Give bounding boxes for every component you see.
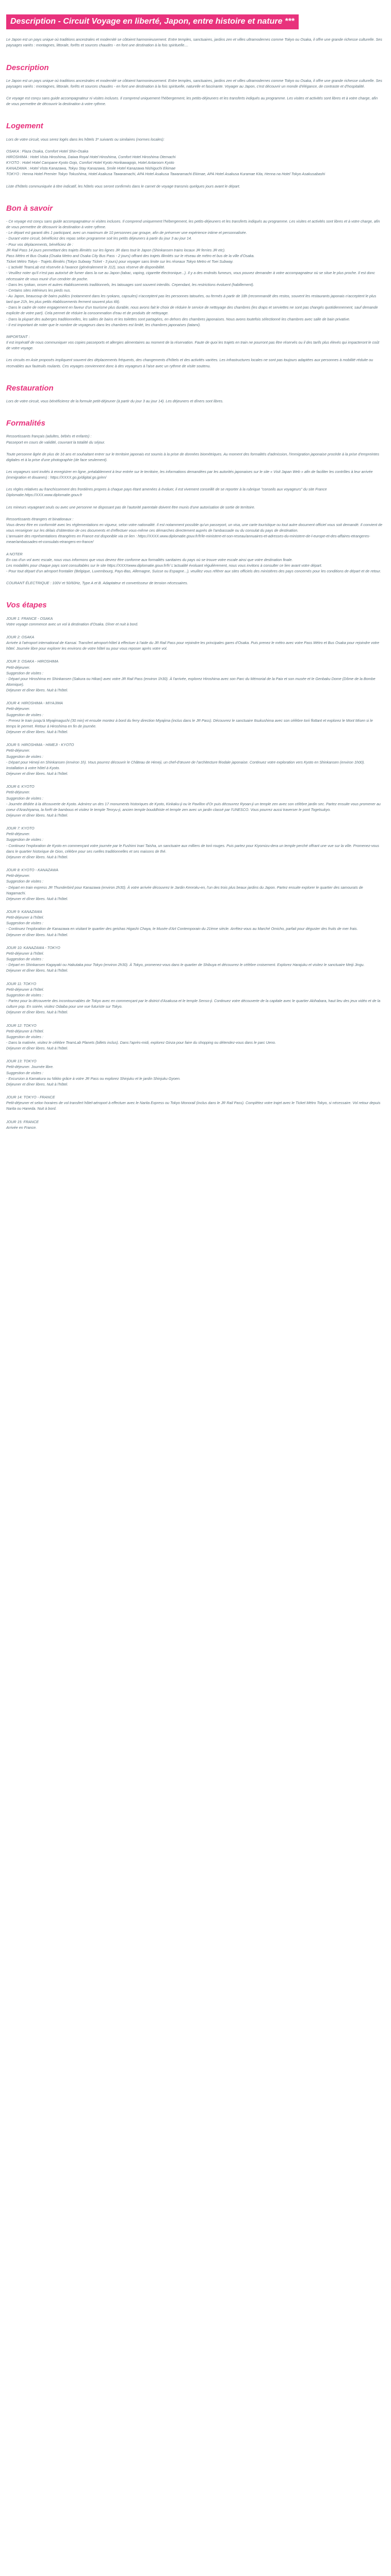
paragraph: Ce voyage est conçu sans guide accompagnateur ni visites incluses. Il comprend uniquement l'hébergement, les petits-déjeuners et les transferts indiqués au programme. Les visites et activités sont libres et à votre charge, afin de vous permettre de découvrir la destination à votre rythme. xyxy=(6,96,378,107)
section-description xyxy=(6,62,383,107)
itinerary-day xyxy=(6,1023,383,1052)
itinerary-day xyxy=(6,634,383,651)
day-heading: JOUR 10: KANAZAWA - TOKYO xyxy=(6,945,60,950)
day-line: Suggestion de visites : xyxy=(6,957,43,962)
day-line: - Partez pour la découverte des incontournables de Tokyo avec en commençant par le district d'Asakusa et le temple Senso-ji. Continuez votre découverte de la capitale avec le quartier Akihabara, haut lieu des jeux vidéo et de la culture pop. En soirée, visitez Odaiba pour une vue futuriste sur Tokyo. xyxy=(6,998,381,1009)
itinerary-day xyxy=(6,1058,383,1087)
itinerary-day xyxy=(6,1094,383,1111)
day-heading: JOUR 7: KYOTO xyxy=(6,826,35,831)
day-line: Votre voyage commence avec un vol à destination d'Osaka. Dîner et nuit à bord. xyxy=(6,621,139,626)
day-line: - Dans la matinée, visitez le célèbre TeamLab Planets (billets inclus). Dans l'après-midi, explorez Ginza pour faire du shopping ou détendez-vous dans le parc Ueno. xyxy=(6,1040,276,1045)
day-line: Déjeuner et dîner libres. Nuit à l'hôtel. xyxy=(6,1046,69,1051)
day-line: Petit-déjeuner à l'hôtel. xyxy=(6,915,44,920)
day-line: - Prenez le train jusqu'à Miyajimaguchi (30 min) et ensuite montez à bord du ferry direction Miyajima (inclus dans le JR Pass). Découvrez le sanctuaire Itsukushima avec son célèbre torii flottant et explorez le Mont Misen si le temps le permet. Retour à Hiroshima en fin de journée. xyxy=(6,718,373,728)
day-line: Petit-déjeuner. xyxy=(6,748,30,753)
itinerary-day xyxy=(6,825,383,860)
page-title: Description - Circuit Voyage en liberté, Japon, entre histoire et nature *** xyxy=(6,14,299,29)
day-line: Petit-déjeuner. xyxy=(6,665,30,670)
day-heading: JOUR 1: FRANCE - OSAKA xyxy=(6,616,53,621)
day-line: Suggestion de visites : xyxy=(6,1034,43,1039)
day-line: Petit-déjeuner. xyxy=(6,706,30,711)
day-line: Petit-déjeuner. xyxy=(6,832,30,837)
day-line: Petit-déjeuner à l'hôtel. xyxy=(6,951,44,956)
section-title: Description xyxy=(6,63,49,72)
section-restauration xyxy=(6,382,383,404)
day-heading: JOUR 5: HIROSHIMA - HIMEJI - KYOTO xyxy=(6,742,74,748)
itinerary-day xyxy=(6,867,383,902)
itinerary-day xyxy=(6,981,383,1015)
section-logement xyxy=(6,120,383,189)
day-line: - Excursion à Kamakura ou Nikko grâce à votre JR Pass ou explorez Shinjuku et le jardin Shinjuku Gyoen. xyxy=(6,1076,181,1081)
section-title: Bon à savoir xyxy=(6,204,53,213)
day-line: Suggestion de visites : xyxy=(6,795,43,801)
day-line: Déjeuner et dîner libres. Nuit à l'hôtel. xyxy=(6,968,69,973)
intro-paragraph: Le Japon est un pays unique où traditions ancestrales et modernité se côtoient harmonieusement. Entre temples, sanctuaires, jardins zen et villes ultramodernes comme Tokyo ou Osaka, il offre une grande richesse culturelle. Ses paysages variés : montagnes, littorale, forêts et sources chaudes - en font une destination à la fois spirituelle.... xyxy=(6,37,382,48)
paragraph: Liste d'hôtels communiquée à titre indicatif, les hôtels vous seront confirmés dans le carnet de voyage transmis quelques jours avant le départ. xyxy=(6,183,240,189)
day-line: - Journée dédiée à la découverte de Kyoto. Admirez un des 17 monuments historiques de Kyoto, Kinkaku-ji ou le Pavillon d'Or puis découvrez Ryoan-ji un temple zen avec son célèbre jardin sec. Partez ensuite vous promener au coeur d'Arashiyama, la forêt de bambous et visitez le temple Tenryu-ji, ancien temple bouddhiste et temple zen avec un jardin classé par l'UNESCO. Vous pourrez aussi traverser le pont Togetsukyo. xyxy=(6,801,381,812)
day-line: Déjeuner et dîner libres. Nuit à l'hôtel. xyxy=(6,896,69,901)
paragraph: Les règles relatives au franchissement des frontières propres à chaque pays étant amenées à évoluer, il est vivement conseillé de se reporter à la rubrique "conseils aux voyageurs" du site France Diplomatie.https://XXX.www.diplomatie.gouv.fr xyxy=(6,487,327,498)
day-line: Suggestion de visites : xyxy=(6,879,43,884)
day-heading: JOUR 9: KANAZAWA xyxy=(6,909,42,914)
itinerary-day xyxy=(6,909,383,938)
paragraph: Ressortissants étrangers et binationaux : Vous devez être en conformité avec les réglementations en vigueur, selon votre nationalité. Il est notamment possible qu'un passeport, un visa, une carte touristique ou tout autre document officiel vous soit demandé. Il convient de vous renseigner sur les délais d'obtention de ces documents et d'effectuer vous-même ces démarches directement auprès de l'ambassade ou du consulat du pays de destination. L'annuaire des représentations étrangères en France est disponible via ce lien : https://XXXX.www.diplomatie.gouv.fr/fr/le-ministere-et-son-reseau/annuaires-et-adresses-du-ministere-de-l-europe-et-des-affaires-etrangeres-meae/ambassades-et-consulats-etrangers-en-france/ xyxy=(6,516,383,545)
day-line: - Départ pour Hiroshima en Shinkansen (Sakura ou Hikari) avec votre JR Rail Pass (environ 1h30). À l'arrivée, explorez Hiroshima avec son Parc du Mémorial de la Paix et son musée et le Genbaku Dome (Dôme de la Bombe Atomique). xyxy=(6,676,376,687)
day-line: Suggestion de visites : xyxy=(6,754,43,759)
itinerary xyxy=(6,616,383,1130)
day-line: Arrivée à l'aéroport international de Kansai. Transfert aéroport-hôtel à effectuer à l'aide du JR Rail Pass pour rejoindre les principales gares d'Osaka. Puis prenez le métro avec votre Pass Métro et Bus Osaka pour rejoindre votre hôtel. Journée libre pour explorer les environs de votre hôtel ou pour vous reposer après votre vol. xyxy=(6,640,380,651)
day-heading: JOUR 8: KYOTO - KANAZAWA xyxy=(6,868,59,873)
day-line: - Départ pour Himeji en Shinkansen (environ 1h). Vous pourrez découvrir le Château de Himeji, un chef-d'œuvre de l'architecture féodale japonaise. Continuez votre exploration vers Kyoto en Shinkansen (environ 1h00). Installation à votre hôtel à Kyoto. xyxy=(6,759,365,770)
day-heading: JOUR 13: TOKYO xyxy=(6,1059,37,1064)
itinerary-day xyxy=(6,742,383,776)
section-title: Logement xyxy=(6,122,43,131)
day-line: Suggestion de visites : xyxy=(6,712,43,717)
day-line: Petit-déjeuner. xyxy=(6,790,30,795)
day-line: - Continuez l'exploration de Kyoto en commençant votre journée par le Fushimi Inari Taisha, un sanctuaire aux milliers de torii rouges. Puis partez pour Kiyomizu-dera un temple perché offrant une vue sur la ville. Promenez-vous dans le quartier historique de Gion, célèbre pour ses ruelles traditionnelles et ses maisons de thé. xyxy=(6,843,380,854)
section-bon-a-savoir xyxy=(6,202,383,369)
section-formalites xyxy=(6,417,383,586)
paragraph: Les voyageurs sont invités à enregistrer en ligne, préalablement à leur entrée sur le territoire, les informations demandées par les autorités japonaises sur le site « Visit Japan Web » afin de faciliter les contrôles à leur arrivée (immigration et douanes) : https://XXXX.go.jp/digital.go.jp/en/ xyxy=(6,469,373,480)
day-line: Déjeuner et dîner libres. Nuit à l'hôtel. xyxy=(6,1081,69,1087)
paragraph: A NOTER En cas d'un vol avec escale, nous vous informons que vous devrez être conforme aux formalités sanitaires du pays où se trouve votre escale ainsi que votre destination finale. Les modalités pour chaque pays sont consultables sur le site https://XXXXwww.diplomatie.gouv.fr/fr/ L'actualité évoluant régulièrement, nous vous invitons à consulter ce lien avant votre départ. - Pour tout départ d'un aéroport frontalier (Belgique, Luxembourg, Pays-Bas, Allemagne, Suisse ou Espagne...), veuillez vous référer aux sites officiels des ministères des pays concernés pour les conditions de départ et de retour. xyxy=(6,551,381,574)
day-line: Suggestion de visites : xyxy=(6,992,43,997)
day-line: Petit-déjeuner. xyxy=(6,873,30,878)
paragraph: Le Japon est un pays unique où traditions ancestrales et modernité se côtoient harmonieusement. Entre temples, sanctuaires, jardins zen et villes ultramodernes comme Tokyo ou Osaka, il offre une grande richesse culturelle. Ses paysages variés : montagnes, littorale, forêts et sources chaudes - en font une destination à la fois spirituelle, naturelle et fascinante. Voyager au Japon, c'est découvrir un monde d'élégance, de contraste et d'hospitalité. xyxy=(6,78,382,89)
day-heading: JOUR 3: OSAKA - HIROSHIMA xyxy=(6,659,59,664)
itinerary-day xyxy=(6,658,383,693)
day-line: Suggestion de visites : xyxy=(6,1070,43,1075)
day-line: - Départ en Shinkansen Kagayaki ou Hakutaka pour Tokyo (environ 2h30). À Tokyo, promenez-vous dans le quartier de Shibuya et découvrez le célèbre croisement. Explorez Harajuku et visitez le sanctuaire Meiji Jingu. xyxy=(6,962,365,968)
day-line: Déjeuner et dîner libres. Nuit à l'hôtel. xyxy=(6,1010,69,1015)
itinerary-day xyxy=(6,700,383,735)
day-heading: JOUR 12: TOKYO xyxy=(6,1023,37,1028)
day-line: Petit-déjeuner. Journée libre. xyxy=(6,1064,54,1070)
day-line: Déjeuner et dîner libres. Nuit à l'hôtel. xyxy=(6,730,69,735)
section-title: Restauration xyxy=(6,383,54,393)
paragraph: Lors de votre circuit, vous serez logés dans les hôtels 3* suivants ou similaires (normes locales): xyxy=(6,137,165,142)
itinerary-day xyxy=(6,616,383,627)
day-heading: JOUR 4: HIROSHIMA - MIYAJIMA xyxy=(6,701,63,706)
day-heading: JOUR 11: TOKYO xyxy=(6,981,37,986)
day-line: Petit-déjeuner à l'hôtel. xyxy=(6,987,44,992)
paragraph: Les circuits en Asie proposés impliquent souvent des déplacements fréquents, des changements d'hôtels et des activités variées. Les infrastructures locales ne sont pas toujours adaptées aux personnes à mobilité réduite ou recevables aux fauteuils roulants. Ces voyages conviennent donc à des voyageurs à l'aise avec un rythme de visite soutenu. xyxy=(6,358,373,368)
day-line: Déjeuner et dîner libres. Nuit à l'hôtel. xyxy=(6,854,69,859)
paragraph: Lors de votre circuit, vous bénéficierez de la formule petit-déjeuner (à partir du jour 3 au jour 14). Les déjeuners et dîners sont libres. xyxy=(6,398,224,403)
itinerary-day xyxy=(6,1119,383,1130)
section-vos-etapes xyxy=(6,599,383,1130)
section-title: Formalités xyxy=(6,419,45,428)
day-line: - Départ en train express JR Thunderbird pour Kanazawa (environ 2h30). À votre arrivée découvrez le Jardin Kenroku-en, l'un des trois plus beaux jardins du Japon. Partez ensuite explorer le quartier des samouraïs de Nagamachi. xyxy=(6,885,363,895)
day-heading: JOUR 6: KYOTO xyxy=(6,784,35,789)
paragraph: Ressortissants français (adultes, bébés et enfants) : Passeport en cours de validité, couvrant la totalité du séjour. xyxy=(6,434,105,445)
itinerary-day xyxy=(6,945,383,974)
paragraph: - Ce voyage est conçu sans guide accompagnateur ni visites incluses. Il comprend uniquement l'hébergement, les petits-déjeuners et les transferts indiqués au programme. Les visites et activités sont libres et à votre charge, afin de vous permettre de découvrir la destination à votre rythme. - Le départ est garanti dès 1 participant, avec un maximum de 10 personnes par groupe, afin de préserver une expérience intime et personnalisée. - Durant votre circuit, bénéficiez des repas selon programme soit les petits déjeuners à partir du jour 3 au jour 14. - Pour vos déplacements, bénéficiez de : JR Rail Pass 14 jours permettant des trajets illimités sur les lignes JR dans tout le Japon (Shinkansen trains locaux JR ferries JR etc). Pass Métro et Bus Osaka (Osaka Metro and Osaka City Bus Pass - 2 jours) offrant des trajets illimités sur le réseau de métro et bus de la ville d'Osaka. Ticket Métro Tokyo - Trajets illimités (Tokyo Subway Ticket - 3 jours) pour voyager sans limite sur les réseaux Tokyo Metro et Toei Subway. - L'activité TeamLab est réservée à l'avance (généralement le J12), sous réserve de disponibilité. - Veuillez noter qu'il n'est pas autorisé de fumer dans la rue au Japon (tabac, vaping, cigarette électronique...). Il y a des endroits fumeurs, vous pouvez demander à votre accompagnateur où se situe le plus proche. Il est donc nécessaire de vous munir d'un cendrier de poche. - Dans les ryokan, onsen et autres établissements traditionnels, les tatouages sont souvent interdits. Cependant, les restrictions évoluent (habillement). - Certains sites intérieurs les pieds nus. - Au Japon, beaucoup de bains publics (notamment dans les ryokans, capsules) n'acceptent pas les personnes tatouées, ou fermés à partir de 18h (recommandé des restos, souvent les restaurants japonais n'acceptent le plus tard que 21h, les plus petits établissements ferment souvent plus tôt). - Dans le cadre de notre engagement en faveur d'un tourisme plus durable, nous avons fait le choix de réduire le service de nettoyage des chambres (les draps et serviettes ne sont pas changés quotidiennement, sauf demande explicite de votre part). Cela permet de réduire la consommation d'eau et de produits de nettoyage. - Dans la plupart des auberges traditionnelles, les salles de bains et les toilettes sont partagées, en dehors des chambres japonaises. Nous avons toutefois sélectionné les chambres avec salle de bain privative. - Il est important de noter que le nombre de voyageurs dans les chambres est limité, les chambres japonaises (tatami). xyxy=(6,218,380,327)
day-line: Suggestion de visites : xyxy=(6,670,43,675)
paragraph: COURANT ÉLECTRIQUE : 100V et 50/60Hz, Type A et B. Adaptateur et convertisseur de tension nécessaires. xyxy=(6,581,188,586)
day-heading: JOUR 14: TOKYO - FRANCE xyxy=(6,1095,55,1100)
hotel-list: OSAKA : Plaza Osaka, Comfort Hotel Shin-Osaka HIROSHIMA : Hotel Vista Hiroshima, Daiwa Royal Hotel Hiroshima, Comfort Hotel Hiroshima Otemachi KYOTO : Hotel Hotel Campane Kyoto Gojo, Comfort Hotel Kyoto Horikawagojo, Hotel Antaroom Kyoto KANAZAWA : Hotel Vista Kanazawa, Tokyu Stay Kanazawa, Smile Hotel Kanazawa Nishiguchi Ekimae TOKYO : Henna Hotel Premier Tokyo Tokushima, Hotel Asakusa Tawaramachi, APA Hotel Asakusa Tawaramachi Ekimae, APA Hotel Asakusa Kuramae Kita, Henna na Hotel Tokyo Asakusabashi xyxy=(6,148,325,177)
paragraph: Les mineurs voyageant seuls ou avec une personne ne disposant pas de l'autorité parentale doivent être munis d'une autorisation de sortie de territoire. xyxy=(6,504,255,510)
day-line: Suggestion de visites : xyxy=(6,921,43,926)
day-heading: JOUR 15: FRANCE xyxy=(6,1119,39,1124)
day-line: Arrivée en France. xyxy=(6,1125,37,1130)
day-heading: JOUR 2: OSAKA xyxy=(6,634,35,639)
day-line: Suggestion de visites : xyxy=(6,837,43,842)
section-title: Vos étapes xyxy=(6,601,47,610)
page xyxy=(0,0,391,1152)
day-line: Déjeuner et dîner libres. Nuit à l'hôtel. xyxy=(6,812,69,818)
paragraph: IMPORTANT : Il est impératif de nous communiquer vos copies passeports et allergies alimentaires au moment de la réservation. Faute de quoi les trajets en train ne pourront pas être réservés ou il des tarifs plus élevés qui impacteront le coût de votre voyage. xyxy=(6,334,380,351)
day-line: Déjeuner et dîner libres. Nuit à l'hôtel. xyxy=(6,771,69,776)
itinerary-day xyxy=(6,784,383,818)
paragraph: Toute personne âgée de plus de 16 ans et souhaitant entrer sur le territoire japonais est soumis à la prise de données biométriques. Au moment des formalités d'admission, l'immigration japonaise procède à la prise d'empreintes digitales et à la prise d'une photographie (de face seulement). xyxy=(6,451,380,462)
day-line: Déjeuner et dîner libres. Nuit à l'hôtel. xyxy=(6,688,69,693)
day-line: Petit-déjeuner à l'hôtel. xyxy=(6,1028,44,1033)
day-line: Déjeuner et dîner libres. Nuit à l'hôtel. xyxy=(6,932,69,937)
day-line: - Continuez l'exploration de Kanazawa en visitant le quartier des geishas Higashi Chaya, le Musée d'Art Contemporain du 21ème siècle. Arrêtez-vous au Marché Omicho, parfait pour déguster des fruits de mer frais. xyxy=(6,926,358,931)
day-line: Petit-déjeuner et selon horaires de vol transfert hôtel-aéroport à effectuer avec le Narita Express ou Tokyo Monorail (inclus dans le JR Rail Pass). Complétez votre trajet avec le Ticket Métro Tokyo, si nécessaire. Vol retour depuis Narita ou Haneda. Nuit à bord. xyxy=(6,1100,381,1111)
